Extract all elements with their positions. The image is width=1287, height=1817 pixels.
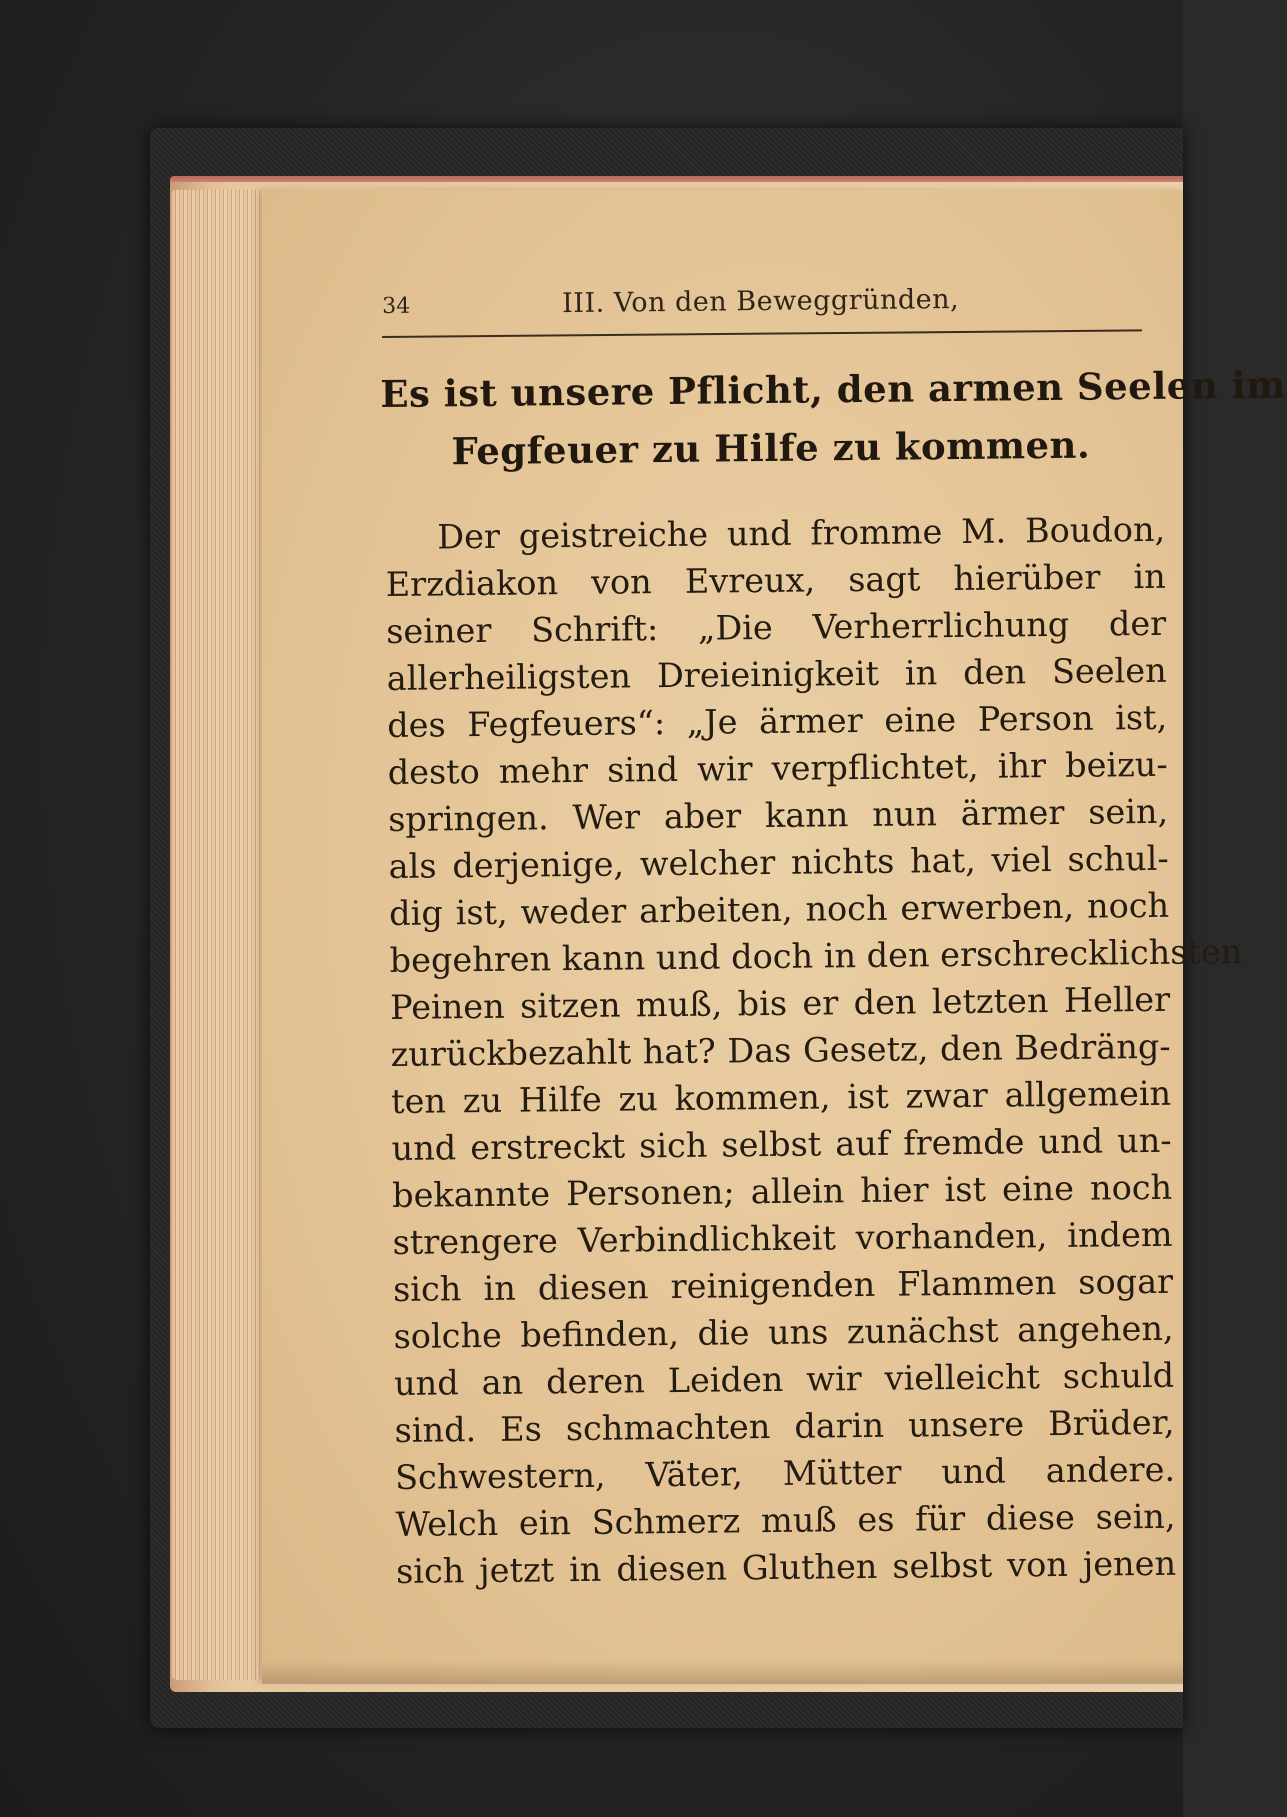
body-line: solche befinden, die uns zunächst angehen, [393, 1308, 1174, 1356]
body-line: seiner Schrift: „Die Verherrlichung der [386, 603, 1167, 651]
body-line: Schwestern, Väter, Mütter und andere. [394, 1449, 1176, 1497]
body-line: als derjenige, welcher nichts hat, viel schul- [388, 838, 1169, 886]
body-line: zurückbezahlt hat? Das Gesetz, den Bedräng- [390, 1026, 1171, 1074]
body-line: Der geistreiche und fromme M. Boudon, [437, 509, 1166, 557]
body-line: ten zu Hilfe zu kommen, ist zwar allgemein [390, 1073, 1172, 1121]
body-line: und erstreckt sich selbst auf fremde und un- [391, 1120, 1172, 1168]
page-bottom-shadow [262, 1660, 1183, 1684]
body-line: dig ist, weder arbeiten, noch erwerben, noch [388, 885, 1170, 933]
body-line: begehren kann und doch in den erschrecklichsten [389, 932, 1243, 980]
body-line: bekannte Personen; allein hier ist eine noch [391, 1167, 1173, 1215]
body-line: desto mehr sind wir verpflichtet, ihr beizu- [387, 744, 1168, 792]
body-text [385, 506, 1243, 1595]
body-line: Welch ein Schmerz muß es für diese sein, [395, 1496, 1176, 1544]
section-heading-line-2: Fegfeuer zu Hilfe zu kommen. [451, 422, 1091, 474]
section-heading [380, 357, 1286, 481]
body-line: des Fegfeuers“: „Je ärmer eine Person ist, [387, 697, 1168, 745]
body-line: Peinen sitzen muß, bis er den letzten Heller [389, 979, 1171, 1027]
running-head [382, 282, 1142, 330]
section-heading-line-1: Es ist unsere Pflicht, den armen Seelen im [380, 362, 1286, 416]
running-head-title: III. Von den Beweggründen, [561, 283, 960, 320]
body-line: sich in diesen reinigenden Flammen sogar [392, 1261, 1174, 1309]
body-line: allerheiligsten Dreieinigkeit in den Seelen [386, 650, 1167, 698]
body-line: sind. Es schmachten darin unsere Brüder, [394, 1402, 1175, 1450]
body-line: sich jetzt in diesen Gluthen selbst von jenen [395, 1543, 1177, 1591]
body-line: Erzdiakon von Evreux, sagt hierüber in [385, 556, 1166, 604]
page-fore-edges [172, 190, 268, 1680]
body-line: und an deren Leiden wir vielleicht schuld [393, 1355, 1175, 1403]
body-line: strengere Verbindlichkeit vorhanden, indem [392, 1214, 1173, 1262]
body-line: springen. Wer aber kann nun ärmer sein, [387, 791, 1169, 839]
page-number: 34 [382, 293, 411, 319]
